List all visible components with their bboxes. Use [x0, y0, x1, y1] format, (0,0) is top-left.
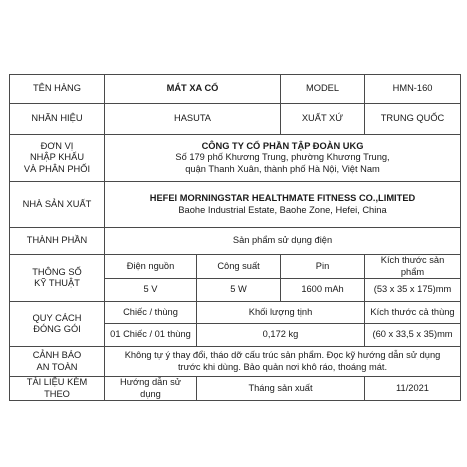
importer-label — [10, 135, 105, 182]
origin-value: TRUNG QUỐC — [365, 104, 461, 135]
importer-label-line: VÀ PHÂN PHỐI — [23, 163, 91, 174]
documents-value: Hướng dẫn sử dụng — [105, 377, 197, 401]
specs-label — [10, 255, 105, 302]
row-importer — [10, 135, 461, 182]
spec-value: (53 x 35 x 175)mm — [365, 279, 461, 302]
manufacturer-label: NHÀ SẢN XUẤT — [10, 182, 105, 228]
documents-label: TÀI LIỆU KÈM THEO — [10, 377, 105, 401]
brand-label: NHÃN HIỆU — [10, 104, 105, 135]
product-name-label: TÊN HÀNG — [10, 75, 105, 104]
composition-label: THÀNH PHẦN — [10, 228, 105, 255]
packing-header: Kích thước cả thùng — [365, 302, 461, 324]
warning-text-line: Không tự ý thay đổi, tháo dỡ cấu trúc sản phẩm. Đọc kỹ hướng dẫn sử dụng — [124, 350, 441, 361]
warning-text — [105, 347, 461, 377]
product-name-value: MÁT XA CỔ — [105, 75, 281, 104]
production-date-label: Tháng sản xuất — [197, 377, 365, 401]
row-warning — [10, 347, 461, 377]
packing-header: Khối lượng tịnh — [197, 302, 365, 324]
origin-label: XUẤT XỨ — [281, 104, 365, 135]
spec-header: Công suất — [197, 255, 281, 279]
spec-value: 5 V — [105, 279, 197, 302]
composition-value: Sản phẩm sử dụng điện — [105, 228, 461, 255]
manufacturer-company: HEFEI MORNINGSTAR HEALTHMATE FITNESS CO.,LIMITED — [149, 192, 416, 203]
row-product — [10, 75, 461, 104]
manufacturer-address: Baohe Industrial Estate, Baohe Zone, Hefei, China — [178, 204, 387, 215]
row-brand — [10, 104, 461, 135]
warning-label-line: AN TOÀN — [36, 361, 78, 372]
packing-value: 0,172 kg — [197, 324, 365, 347]
spec-value: 5 W — [197, 279, 281, 302]
row-manufacturer — [10, 182, 461, 228]
packing-label-line: ĐÓNG GÓI — [33, 324, 81, 335]
specs-label-line: THÔNG SỐ — [32, 266, 82, 277]
manufacturer-value — [105, 182, 461, 228]
importer-company: CÔNG TY CỔ PHẦN TẬP ĐOÀN UKG — [201, 140, 364, 151]
warning-text-line: trước khi dùng. Bảo quản nơi khô ráo, thoáng mát. — [177, 361, 388, 372]
row-packing-header — [10, 302, 461, 324]
product-spec-table — [9, 74, 461, 401]
packing-value: 01 Chiếc / 01 thùng — [105, 324, 197, 347]
row-documents — [10, 377, 461, 401]
production-date-value: 11/2021 — [365, 377, 461, 401]
importer-address-line: quận Thanh Xuân, thành phố Hà Nội, Việt Nam — [185, 163, 380, 174]
importer-value — [105, 135, 461, 182]
packing-label-line: QUY CÁCH — [32, 312, 82, 323]
specs-label-line: KỸ THUẬT — [34, 278, 80, 289]
packing-label — [10, 302, 105, 347]
importer-address-line: Số 179 phố Khương Trung, phường Khương Trung, — [175, 152, 390, 163]
row-composition — [10, 228, 461, 255]
brand-value: HASUTA — [105, 104, 281, 135]
warning-label-line: CẢNH BÁO — [32, 350, 82, 361]
spec-value: 1600 mAh — [281, 279, 365, 302]
model-label: MODEL — [281, 75, 365, 104]
importer-label-line: ĐƠN VỊ — [40, 140, 74, 151]
packing-value: (60 x 33,5 x 35)mm — [365, 324, 461, 347]
spec-header: Kích thước sản phẩm — [365, 255, 461, 279]
importer-label-line: NHẬP KHẨU — [29, 152, 85, 163]
packing-header: Chiếc / thùng — [105, 302, 197, 324]
model-value: HMN-160 — [365, 75, 461, 104]
warning-label — [10, 347, 105, 377]
spec-header: Pin — [281, 255, 365, 279]
spec-header: Điện nguồn — [105, 255, 197, 279]
row-specs-header — [10, 255, 461, 279]
